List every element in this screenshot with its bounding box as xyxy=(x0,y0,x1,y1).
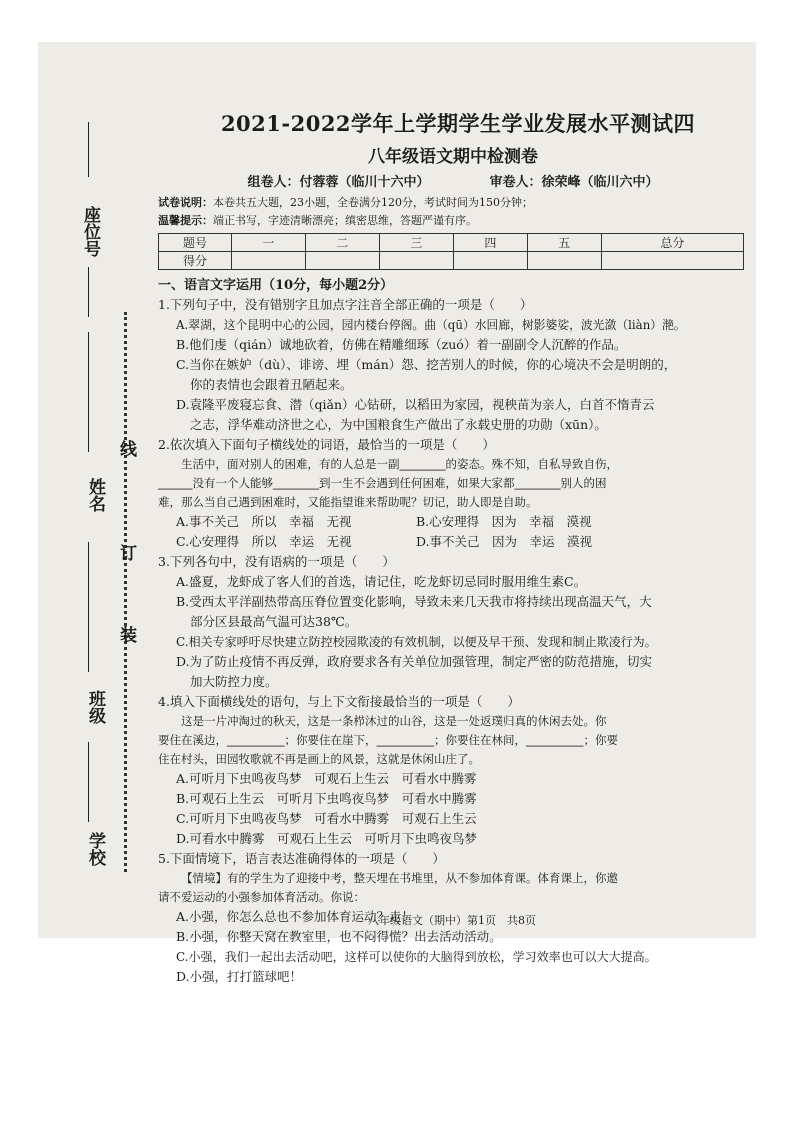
option-a: A.盛夏，龙虾成了客人们的首选，请记住，吃龙虾切忌同时服用维生素C。 xyxy=(176,574,587,589)
class-line-upper xyxy=(88,542,89,672)
question-4 xyxy=(158,692,748,849)
option-c: C.当你在嫉妒（dù）、诽谤、埋（mán）怨、挖苦别人的时候，你的心境决不会是明朗的， xyxy=(176,357,677,372)
score-table-header-row xyxy=(159,234,744,252)
name-line-upper xyxy=(88,332,89,452)
score-input-cell[interactable] xyxy=(305,252,379,270)
question-stem: 4.填入下面横线处的语句，与上下文衔接最恰当的一项是（ ） xyxy=(158,694,520,709)
score-input-cell[interactable] xyxy=(527,252,601,270)
score-cell: 三 xyxy=(379,234,453,252)
seal-line-label: 线 xyxy=(116,440,136,457)
passage-line: ______没有一个人能够________到一生不会遇到任何困难，如果大家都________别人的困 xyxy=(158,476,607,490)
instructions xyxy=(158,194,748,212)
score-input-cell[interactable] xyxy=(453,252,527,270)
passage-line: 生活中，面对别人的困难，有的人总是一副________的姿态。殊不知，自私导致自伤， xyxy=(181,457,618,471)
option-a: A.可听月下虫鸣夜鸟梦 可观石上生云 可看水中腾雾 xyxy=(176,771,477,786)
option-c: C.可听月下虫鸣夜鸟梦 可看水中腾雾 可观石上生云 xyxy=(176,811,477,826)
question-stem: 5.下面情境下，语言表达准确得体的一项是（ ） xyxy=(158,851,445,866)
option-d: D.小强，打打篮球吧！ xyxy=(176,969,303,984)
seat-line xyxy=(88,122,89,177)
school-label: 学校 xyxy=(85,832,105,866)
option-d-cont: 加大防控力度。 xyxy=(190,674,278,689)
tips-label: 温馨提示： xyxy=(158,214,213,227)
option-row xyxy=(158,532,748,552)
seal-dotted-line xyxy=(124,312,127,872)
option-a: A.翠湖，这个昆明中心的公园，园内楼台停阁。曲（qū）水回廊，树影婆娑，波光潋（liàn）滟。 xyxy=(176,318,686,332)
question-2 xyxy=(158,435,748,552)
binding-margin xyxy=(38,42,150,938)
option-b: B.心安理得 因为 幸福 漠视 xyxy=(416,514,592,529)
score-row-label: 得分 xyxy=(159,252,232,270)
score-cell: 一 xyxy=(232,234,306,252)
name-label: 姓名 xyxy=(85,478,105,512)
tips xyxy=(158,212,748,230)
option-c: C.心安理得 所以 幸运 无视 xyxy=(176,534,352,549)
reviewer: 审卷人：徐荣峰（临川六中） xyxy=(489,175,659,190)
score-input-cell[interactable] xyxy=(601,252,743,270)
question-stem: 3.下列各句中，没有语病的一项是（ ） xyxy=(158,554,395,569)
score-table-score-row xyxy=(159,252,744,270)
score-table xyxy=(158,233,744,270)
seal-zhuang-label: 装 xyxy=(116,626,136,643)
option-c: C.相关专家呼吁尽快建立防控校园欺凌的有效机制，以便及早干预、发现和制止欺凌行为。 xyxy=(176,635,657,649)
option-b: B.小强，你整天窝在教室里，也不闷得慌？出去活动活动。 xyxy=(176,929,502,944)
option-c: C.小强，我们一起出去活动吧，这样可以使你的大脑得到放松，学习效率也可以大大提高。 xyxy=(176,950,657,964)
seat-label: 座位号 xyxy=(80,206,100,257)
instructions-text: 本卷共五大题，23小题，全卷满分120分，考试时间为150分钟； xyxy=(213,196,533,209)
score-cell: 四 xyxy=(453,234,527,252)
seal-ding-label: 订 xyxy=(116,544,136,561)
section-1-title: 一、语言文字运用（10分，每小题2分） xyxy=(158,278,394,293)
option-d-cont: 之志，浮华难动济世之心，为中国粮食生产做出了永载史册的功勋（xūn）。 xyxy=(190,417,607,432)
seat-line-lower xyxy=(88,267,89,317)
page-footer: 八年级语文（期中）第1页 共8页 xyxy=(368,914,536,927)
score-cell: 二 xyxy=(305,234,379,252)
option-d: D.为了防止疫情不再反弹，政府要求各有关单位加强管理，制定严密的防范措施，切实 xyxy=(176,654,653,669)
instructions-label: 试卷说明： xyxy=(158,196,213,209)
exam-title: 2021-2022学年上学期学生学业发展水平测试四 xyxy=(220,111,696,136)
school-line xyxy=(88,742,89,822)
exam-paper xyxy=(38,42,756,984)
exam-content xyxy=(158,108,748,987)
passage-line: 要住在溪边，__________；你要住在崖下，__________；你要住在林间，__________；你要 xyxy=(158,733,618,747)
option-b: B.可观石上生云 可听月下虫鸣夜鸟梦 可看水中腾雾 xyxy=(176,791,477,806)
option-d: D.袁隆平废寝忘食、潜（qiǎn）心钻研，以稻田为家园，视秧苗为亲人，白首不惰青云 xyxy=(176,397,655,412)
passage-line: 这是一片冲淘过的秋天，这是一条栉沐过的山谷，这是一处返璞归真的休闲去处。你 xyxy=(181,714,607,728)
option-d: D.事不关己 因为 幸运 漠视 xyxy=(416,534,593,549)
passage-line: 难，那么当自己遇到困难时，又能指望谁来帮助呢？切记，助人即是自助。 xyxy=(158,495,538,509)
question-stem: 1.下列句子中，没有错别字且加点字注音全部正确的一项是（ ） xyxy=(158,297,533,312)
score-cell: 五 xyxy=(527,234,601,252)
option-b-cont: 部分区县最高气温可达38℃。 xyxy=(190,614,358,629)
option-a: A.小强，你怎么总也不参加体育运动？走！ xyxy=(176,909,415,924)
author-line xyxy=(158,171,748,190)
option-b: B.他们虔（qián）诚地砍着，仿佛在精雕细琢（zuó）着一副副令人沉醉的作品。 xyxy=(176,337,627,352)
option-d: D.可看水中腾雾 可观石上生云 可听月下虫鸣夜鸟梦 xyxy=(176,831,478,846)
passage-line: 请不爱运动的小强参加体育活动。你说： xyxy=(158,890,365,904)
option-c-cont: 你的表情也会跟着丑陋起来。 xyxy=(190,377,353,392)
question-stem: 2.依次填入下面句子横线处的词语，最恰当的一项是（ ） xyxy=(158,437,495,452)
option-a: A.事不关己 所以 幸福 无视 xyxy=(176,514,352,529)
exam-subtitle: 八年级语文期中检测卷 xyxy=(368,147,538,167)
score-input-cell[interactable] xyxy=(379,252,453,270)
option-b: B.受西太平洋副热带高压脊位置变化影响，导致未来几天我市将持续出现高温天气，大 xyxy=(176,594,652,609)
passage-line: 【情境】有的学生为了迎接中考，整天埋在书堆里，从不参加体育课。体育课上，你邀 xyxy=(181,871,618,885)
tips-text: 端正书写，字迹清晰漂亮；缜密思维，答题严谨有序。 xyxy=(213,214,477,227)
passage-line: 住在村头，田园牧歌就不再是画上的风景，这就是休闲山庄了。 xyxy=(158,752,480,766)
score-cell: 总分 xyxy=(601,234,743,252)
class-label: 班级 xyxy=(85,690,105,724)
option-row xyxy=(158,512,748,532)
composer: 组卷人：付蓉蓉（临川十六中） xyxy=(247,175,430,190)
score-input-cell[interactable] xyxy=(232,252,306,270)
score-cell: 题号 xyxy=(159,234,232,252)
question-3 xyxy=(158,552,748,692)
question-1 xyxy=(158,295,748,435)
